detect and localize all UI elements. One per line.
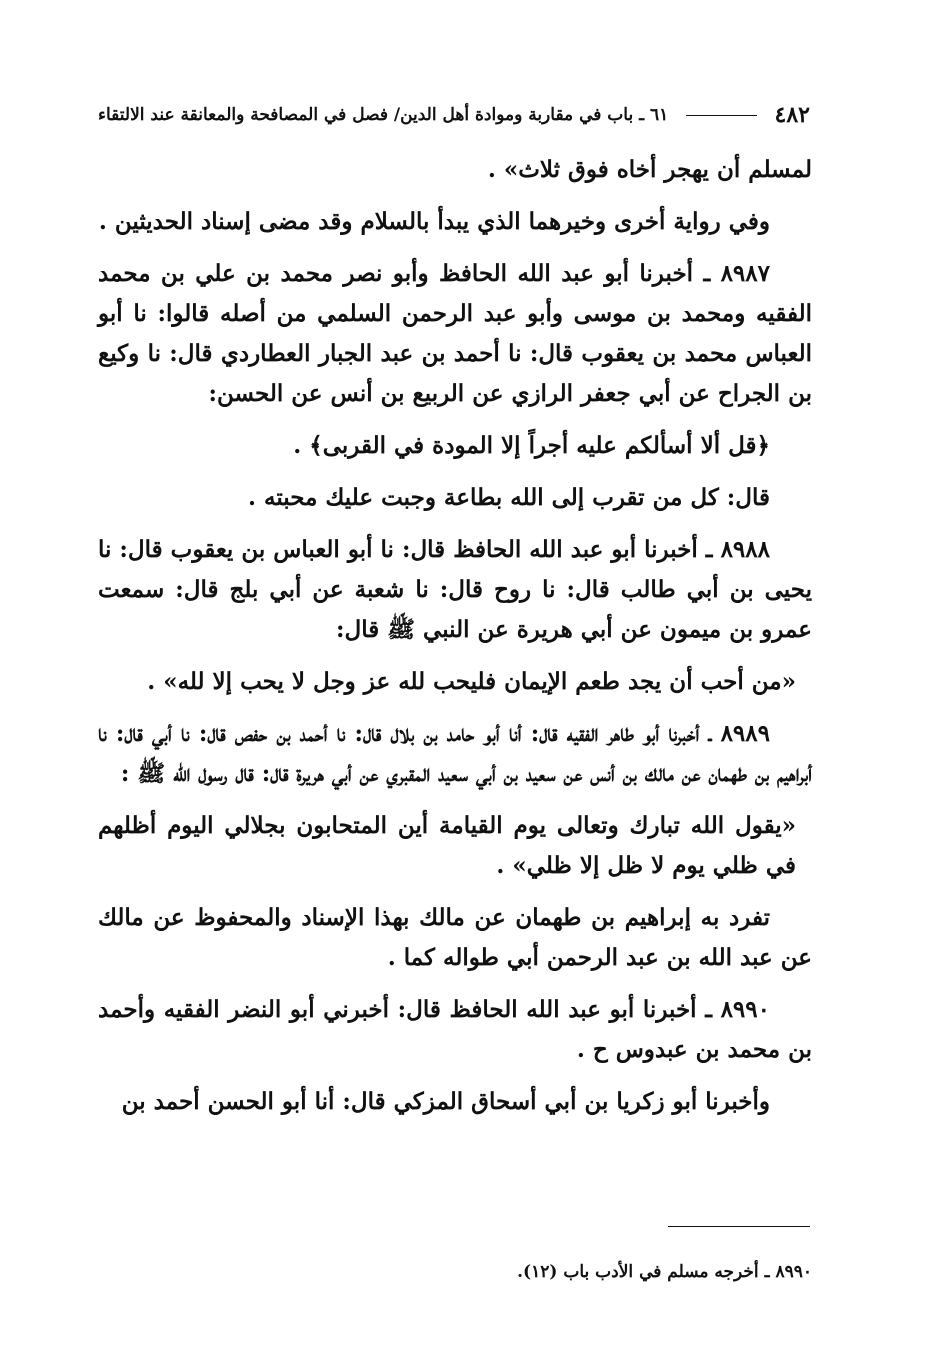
paragraph: تفرد به إبراهيم بن طهمان عن مالك بهذا الإسناد والمحفوظ عن مالك عن عبد الله بن عبد الرحمن أبي طواله كما . (98, 904, 812, 971)
paragraph: قال: كل من تقرب إلى الله بطاعة وجبت عليك محبته . (248, 484, 770, 511)
hadith-8989: ٨٩٨٩ ـ أخبرنا أبو طاهر الفقيه قال: أنا أبو حامد بن بلال قال: نا أحمد بن حفص قال: نا أبي قال: نا أبراهيم بن طهمان عن مالك بن أنس عن سعيد بن أبي سعيد المقبري عن أبي هريرة قال: قال رسول الله ﷺ : (98, 720, 812, 787)
paragraph: وأخبرنا أبو زكريا بن أبي أسحاق المزكي قال: أنا أبو الحسن أحمد بن (121, 1088, 770, 1115)
running-header (98, 98, 810, 132)
hadith-8987: ٨٩٨٧ ـ أخبرنا أبو عبد الله الحافظ وأبو نصر محمد بن علي بن محمد الفقيه ومحمد بن موسى وأبو عبد الرحمن السلمي من أصله قالوا: نا أبو العباس محمد بن يعقوب قال: نا أحمد بن عبد الجبار العطاردي قال: نا وكيع بن الجراح عن أبي جعفر الرازي عن الربيع بن أنس عن الحسن: (98, 260, 812, 407)
footnote-rule (668, 1226, 810, 1227)
paragraph: لمسلم أن يهجر أخاه فوق ثلاث» . (487, 156, 812, 183)
hadith-quote: «من أحب أن يجد طعم الإيمان فليحب لله عز وجل لا يحب إلا لله» . (147, 668, 796, 695)
hadith-quote: «يقول الله تبارك وتعالى يوم القيامة أين المتحابون بجلالي اليوم أظلهم في ظلي يوم لا ظل إلا ظلي» . (98, 812, 796, 879)
paragraph: وفي رواية أخرى وخيرهما الذي يبدأ بالسلام وقد مضى إسناد الحديثين . (98, 208, 770, 235)
footnote: ٨٩٩٠ ـ أخرجه مسلم في الأدب باب (١٢). (517, 1262, 812, 1282)
header-title: ٦١ ـ باب في مقاربة وموادة أهل الدين/ فصل في المصافحة والمعانقة عند الالتقاء (98, 105, 669, 125)
body-text (98, 150, 812, 1134)
hadith-8988: ٨٩٨٨ ـ أخبرنا أبو عبد الله الحافظ قال: نا أبو العباس بن يعقوب قال: نا يحيى بن أبي طالب قال: نا روح قال: نا شعبة عن أبي بلج قال: سمعت عمرو بن ميمون عن أبي هريرة عن النبي ﷺ قال: (98, 536, 812, 643)
hadith-8990: ٨٩٩٠ ـ أخبرنا أبو عبد الله الحافظ قال: أخبرني أبو النضر الفقيه وأحمد بن محمد بن عبدوس ح . (98, 996, 812, 1063)
page-number: ٤٨٢ (774, 102, 810, 128)
quran-quote: ﴿قل ألا أسألكم عليه أجراً إلا المودة في القربى﴾ . (293, 432, 770, 459)
header-rule (686, 115, 756, 116)
